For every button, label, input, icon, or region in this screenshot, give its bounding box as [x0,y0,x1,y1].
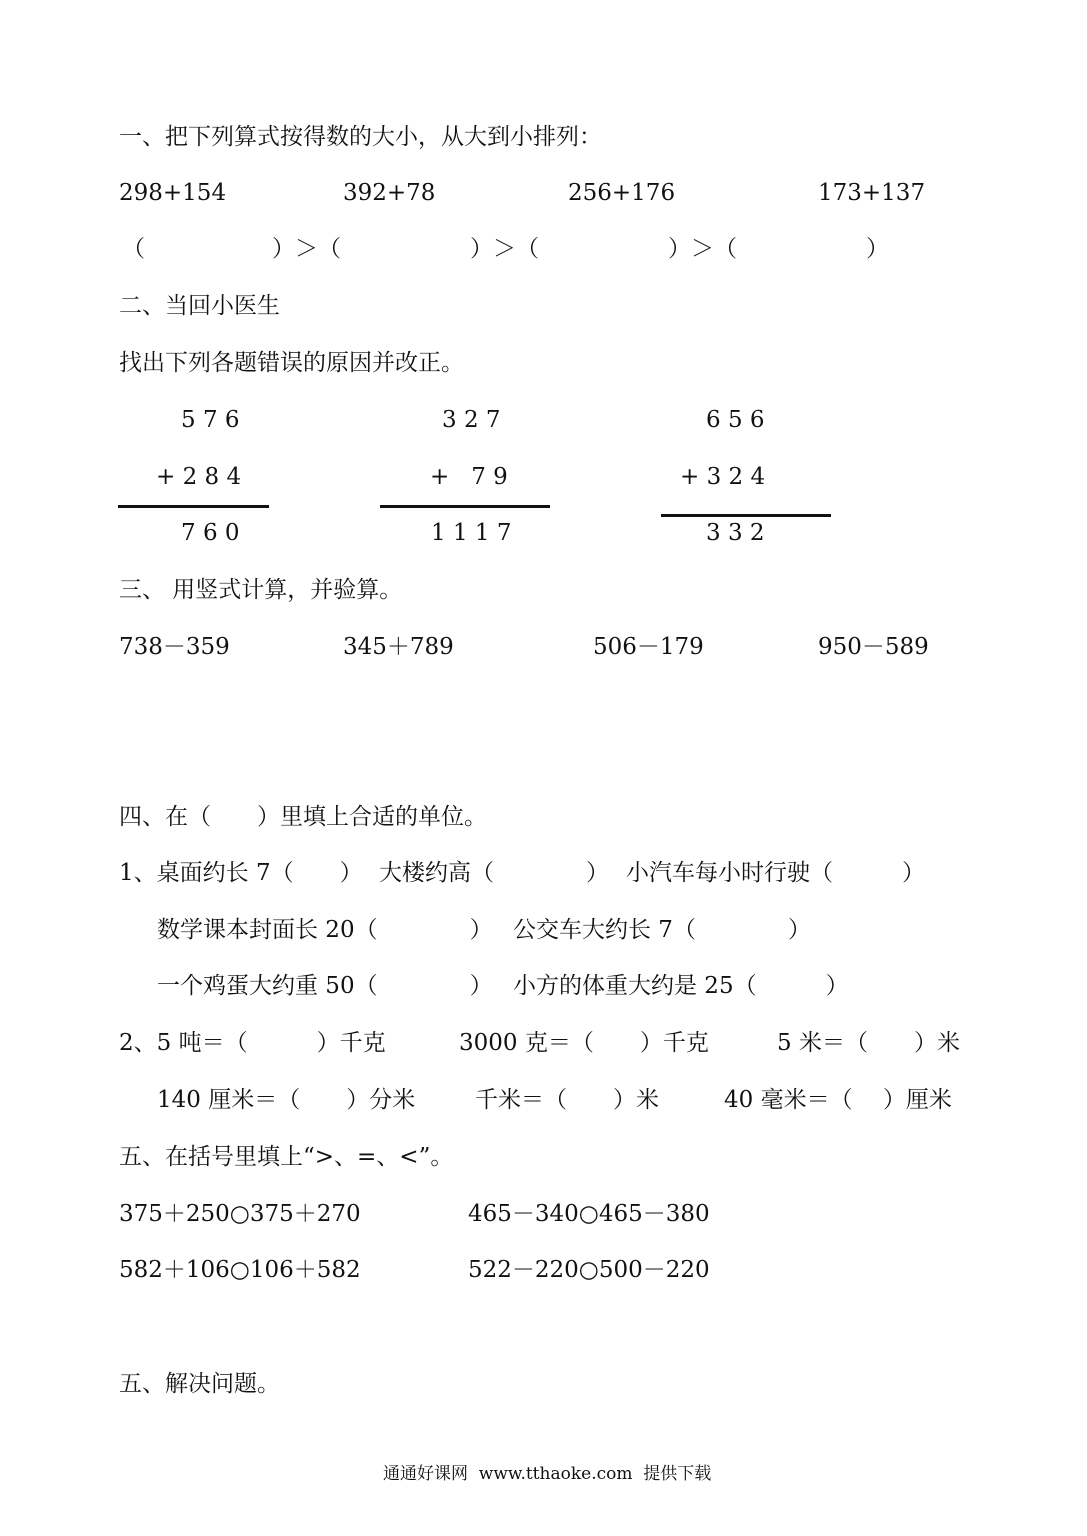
convert-ton-kg: 2、5 吨＝（ ）千克 [119,1030,386,1056]
problem-2-rule [380,505,550,508]
convert-km-m: 千米＝（ ）米 [475,1087,659,1113]
unit-item-car-speed: 小汽车每小时行驶（ ） [626,860,925,886]
ordering-blank-gt-3: ）＞（ [668,236,737,262]
problem-1-result: 7 6 0 [181,520,240,546]
expression-4: 173+137 [818,180,926,206]
expression-1: 298+154 [119,180,227,206]
expression-3: 256+176 [568,180,676,206]
section-4-heading: 四、在（ ）里填上合适的单位。 [119,804,487,830]
comparison-4: 522－220○500－220 [468,1257,710,1283]
problem-1-bottom: + 2 8 4 [156,464,242,490]
ordering-blank-open: （ [122,236,145,262]
unit-item-building: 大楼约高（ ） [379,860,609,886]
problem-3-result: 3 3 2 [706,520,765,546]
comparison-2: 465－340○465－380 [468,1201,710,1227]
calc-expression-1: 738－359 [119,634,230,660]
section-3-heading: 三、 用竖式计算，并验算。 [119,577,403,603]
problem-1-top: 5 7 6 [181,407,240,433]
comparison-1: 375＋250○375＋270 [119,1201,361,1227]
problem-3-rule [661,514,831,517]
calc-expression-2: 345＋789 [343,634,454,660]
comparison-3: 582＋106○106＋582 [119,1257,361,1283]
problem-2-top: 3 2 7 [442,407,501,433]
convert-cm-dm: 140 厘米＝（ ）分米 [157,1087,416,1113]
problem-1-rule [118,505,269,508]
unit-item-desk: 1、桌面约长 7（ ） [119,860,363,886]
problem-2-bottom: + 7 9 [430,464,508,490]
ordering-blank-gt-2: ）＞（ [470,236,539,262]
convert-m-m: 5 米＝（ ）米 [777,1030,960,1056]
section-1-heading: 一、把下列算式按得数的大小，从大到小排列： [119,124,602,150]
calc-expression-3: 506－179 [593,634,704,660]
unit-item-textbook: 数学课本封面长 20（ ） [157,917,493,943]
expression-2: 392+78 [343,180,436,206]
calc-expression-4: 950－589 [818,634,929,660]
unit-item-bus: 公交车大约长 7（ ） [513,917,811,943]
ordering-blank-gt-1: ）＞（ [272,236,341,262]
convert-mm-cm: 40 毫米＝（ ）厘米 [724,1087,952,1113]
section-5-heading: 五、在括号里填上“>、=、<”。 [119,1144,454,1170]
section-6-heading: 五、解决问题。 [119,1371,280,1397]
section-2-heading: 二、当回小医生 [119,293,280,319]
problem-3-top: 6 5 6 [706,407,765,433]
section-2-instruction: 找出下列各题错误的原因并改正。 [119,350,464,376]
problem-3-bottom: + 3 2 4 [680,464,766,490]
unit-item-egg: 一个鸡蛋大约重 50（ ） [157,973,493,999]
convert-g-kg: 3000 克＝（ ）千克 [459,1030,709,1056]
problem-2-result: 1 1 1 7 [431,520,512,546]
ordering-blank-close: ） [866,236,889,262]
footer-text: 通通好课网 www.tthaoke.com 提供下载 [383,1464,712,1484]
unit-item-weight: 小方的体重大约是 25（ ） [513,973,849,999]
